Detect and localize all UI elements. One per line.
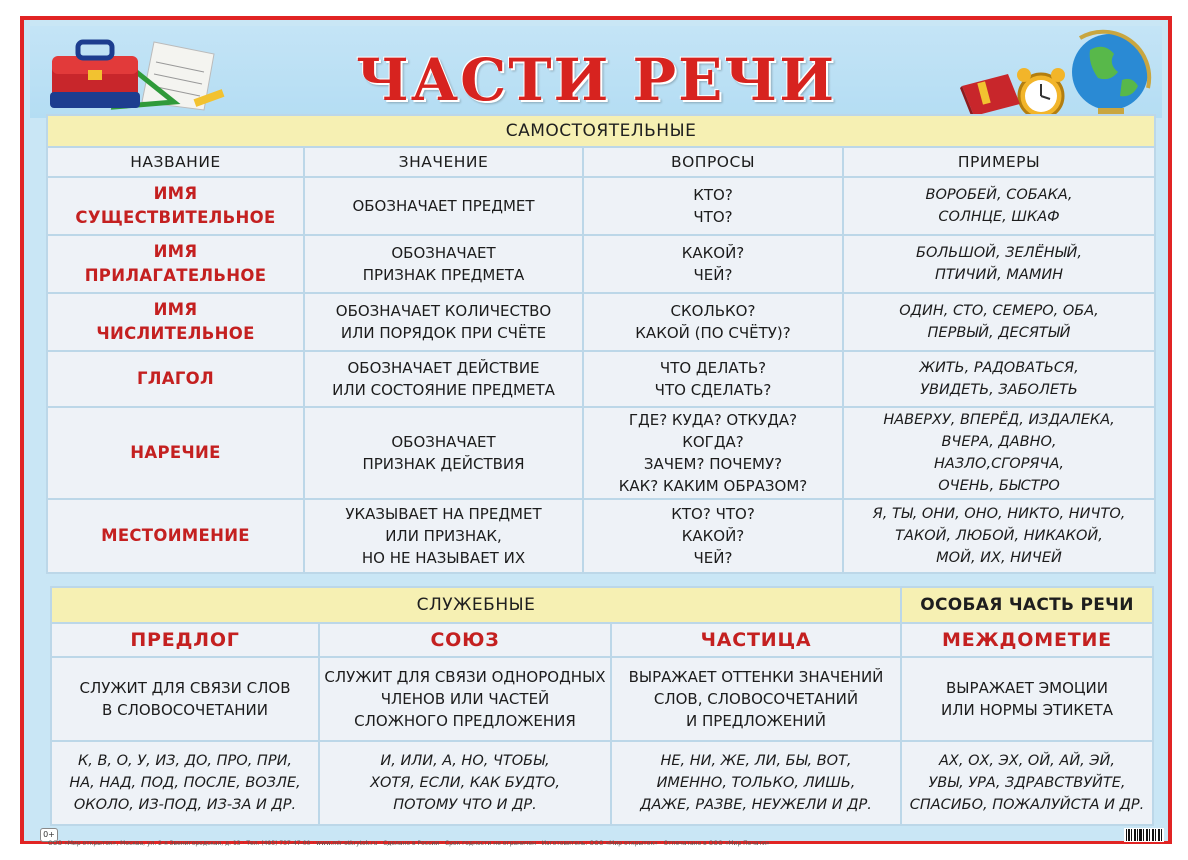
title-band <box>30 26 1162 118</box>
table-row-pronoun <box>47 499 1155 573</box>
pos-name: ГЛАГОЛ <box>47 351 304 407</box>
independent-table <box>46 114 1156 574</box>
pos-questions: КАКОЙ? ЧЕЙ? <box>583 235 843 293</box>
pos-meaning: ОБОЗНАЧАЕТ ПРИЗНАК ДЕЙСТВИЯ <box>304 407 583 499</box>
column-header-name: НАЗВАНИЕ <box>47 147 304 177</box>
table-row-meaning <box>51 657 1153 741</box>
aux-examples: И, ИЛИ, А, НО, ЧТОБЫ, ХОТЯ, ЕСЛИ, КАК БУДТО, ПОТОМУ ЧТО И ДР. <box>319 741 611 825</box>
column-header-questions: ВОПРОСЫ <box>583 147 843 177</box>
pos-questions: КТО? ЧТО? КАКОЙ? ЧЕЙ? <box>583 499 843 573</box>
auxiliary-heading: СЛУЖЕБНЫЕ <box>51 587 901 623</box>
imprint-text: ООО «Мир открыток», Москва, ул. 2-я Звенигородская, д. 13 · Тел. (495) 737-47-00 · www.mir-otkrytok.ru · Сделано в России · Срок годности не ограничен · Изготовитель: ООО «Мир открыток» · Отпечатано в ООО «Мир Печати» <box>48 840 770 847</box>
aux-name-particle: ЧАСТИЦА <box>611 623 901 657</box>
pos-examples: Я, ТЫ, ОНИ, ОНО, НИКТО, НИЧТО, ТАКОЙ, ЛЮБОЙ, НИКАКОЙ, МОЙ, ИХ, НИЧЕЙ <box>843 499 1155 573</box>
age-rating-badge: 0+ <box>40 828 58 842</box>
aux-name-interjection: МЕЖДОМЕТИЕ <box>901 623 1153 657</box>
pos-meaning: ОБОЗНАЧАЕТ КОЛИЧЕСТВО ИЛИ ПОРЯДОК ПРИ СЧЁТЕ <box>304 293 583 351</box>
pos-meaning: ОБОЗНАЧАЕТ ПРЕДМЕТ <box>304 177 583 235</box>
pos-meaning: ОБОЗНАЧАЕТ ПРИЗНАК ПРЕДМЕТА <box>304 235 583 293</box>
pos-questions: ЧТО ДЕЛАТЬ? ЧТО СДЕЛАТЬ? <box>583 351 843 407</box>
aux-meaning: СЛУЖИТ ДЛЯ СВЯЗИ ОДНОРОДНЫХ ЧЛЕНОВ ИЛИ ЧАСТЕЙ СЛОЖНОГО ПРЕДЛОЖЕНИЯ <box>319 657 611 741</box>
pos-name: ИМЯ СУЩЕСТВИТЕЛЬНОЕ <box>47 177 304 235</box>
page-title: ЧАСТИ РЕЧИ <box>355 46 837 114</box>
pos-examples: ВОРОБЕЙ, СОБАКА, СОЛНЦЕ, ШКАФ <box>843 177 1155 235</box>
aux-name-conjunction: СОЮЗ <box>319 623 611 657</box>
table-row-adjective <box>47 235 1155 293</box>
pos-questions: ГДЕ? КУДА? ОТКУДА? КОГДА? ЗАЧЕМ? ПОЧЕМУ? КАК? КАКИМ ОБРАЗОМ? <box>583 407 843 499</box>
column-header-examples: ПРИМЕРЫ <box>843 147 1155 177</box>
pos-examples: НАВЕРХУ, ВПЕРЁД, ИЗДАЛЕКА, ВЧЕРА, ДАВНО, НАЗЛО,СГОРЯЧА, ОЧЕНЬ, БЫСТРО <box>843 407 1155 499</box>
pos-name: МЕСТОИМЕНИЕ <box>47 499 304 573</box>
pos-name: НАРЕЧИЕ <box>47 407 304 499</box>
book-icon <box>956 70 1026 118</box>
pos-name: ИМЯ ЧИСЛИТЕЛЬНОЕ <box>47 293 304 351</box>
pos-questions: СКОЛЬКО? КАКОЙ (ПО СЧЁТУ)? <box>583 293 843 351</box>
aux-meaning: ВЫРАЖАЕТ ЭМОЦИИ ИЛИ НОРМЫ ЭТИКЕТА <box>901 657 1153 741</box>
table-row-verb <box>47 351 1155 407</box>
aux-meaning: ВЫРАЖАЕТ ОТТЕНКИ ЗНАЧЕНИЙ СЛОВ, СЛОВОСОЧЕТАНИЙ И ПРЕДЛОЖЕНИЙ <box>611 657 901 741</box>
independent-heading: САМОСТОЯТЕЛЬНЫЕ <box>47 115 1155 147</box>
pos-examples: ОДИН, СТО, СЕМЕРО, ОБА, ПЕРВЫЙ, ДЕСЯТЫЙ <box>843 293 1155 351</box>
special-heading: ОСОБАЯ ЧАСТЬ РЕЧИ <box>901 587 1153 623</box>
barcode-icon <box>1124 828 1164 842</box>
aux-examples: К, В, О, У, ИЗ, ДО, ПРО, ПРИ, НА, НАД, ПОД, ПОСЛЕ, ВОЗЛЕ, ОКОЛО, ИЗ-ПОД, ИЗ-ЗА И ДР. <box>51 741 319 825</box>
pos-meaning: ОБОЗНАЧАЕТ ДЕЙСТВИЕ ИЛИ СОСТОЯНИЕ ПРЕДМЕТА <box>304 351 583 407</box>
pos-examples: БОЛЬШОЙ, ЗЕЛЁНЫЙ, ПТИЧИЙ, МАМИН <box>843 235 1155 293</box>
pos-meaning: УКАЗЫВАЕТ НА ПРЕДМЕТ ИЛИ ПРИЗНАК, НО НЕ НАЗЫВАЕТ ИХ <box>304 499 583 573</box>
pos-questions: КТО? ЧТО? <box>583 177 843 235</box>
table-row-numeral <box>47 293 1155 351</box>
table-row-examples <box>51 741 1153 825</box>
aux-examples: НЕ, НИ, ЖЕ, ЛИ, БЫ, ВОТ, ИМЕННО, ТОЛЬКО, ЛИШЬ, ДАЖЕ, РАЗВЕ, НЕУЖЕЛИ И ДР. <box>611 741 901 825</box>
table-row-noun <box>47 177 1155 235</box>
table-row-adverb <box>47 407 1155 499</box>
aux-name-preposition: ПРЕДЛОГ <box>51 623 319 657</box>
pos-examples: ЖИТЬ, РАДОВАТЬСЯ, УВИДЕТЬ, ЗАБОЛЕТЬ <box>843 351 1155 407</box>
column-header-meaning: ЗНАЧЕНИЕ <box>304 147 583 177</box>
aux-meaning: СЛУЖИТ ДЛЯ СВЯЗИ СЛОВ В СЛОВОСОЧЕТАНИИ <box>51 657 319 741</box>
aux-examples: АХ, ОХ, ЭХ, ОЙ, АЙ, ЭЙ, УВЫ, УРА, ЗДРАВСТВУЙТЕ, СПАСИБО, ПОЖАЛУЙСТА И ДР. <box>901 741 1153 825</box>
auxiliary-table <box>50 586 1154 826</box>
poster <box>20 16 1172 847</box>
pos-name: ИМЯ ПРИЛАГАТЕЛЬНОЕ <box>47 235 304 293</box>
